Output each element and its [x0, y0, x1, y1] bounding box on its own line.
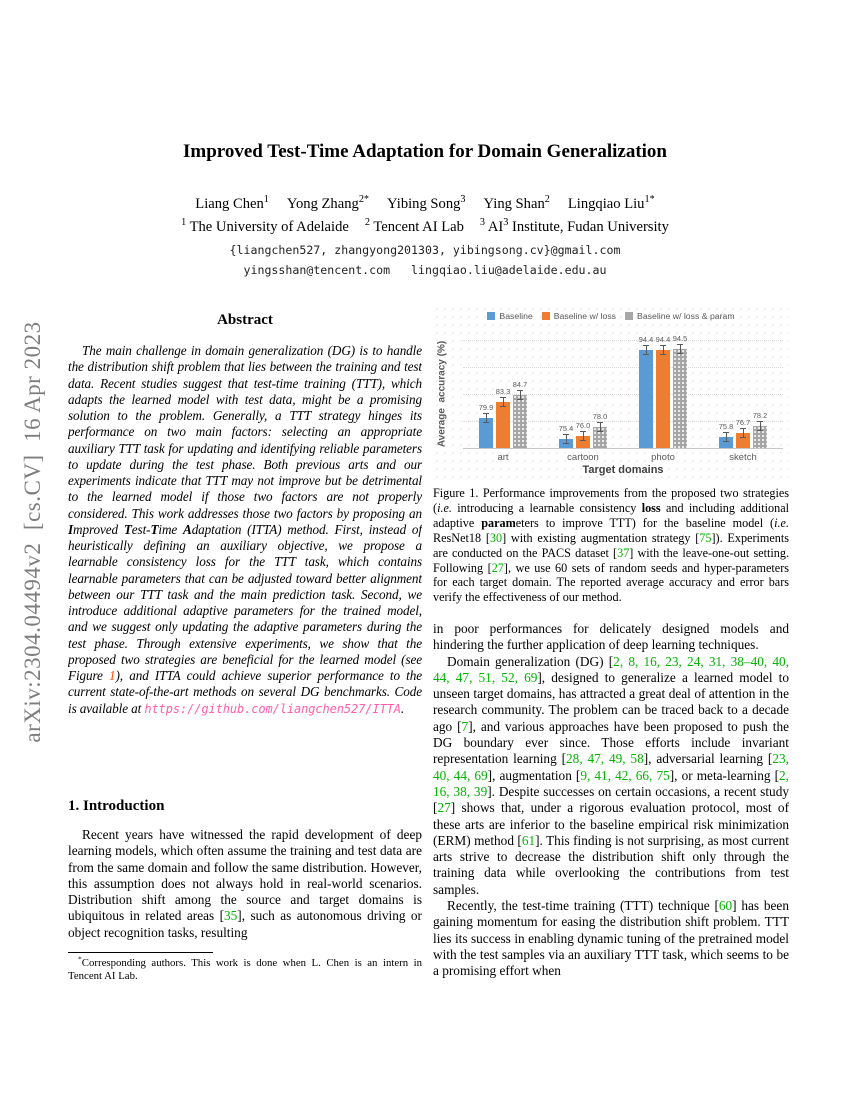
arxiv-banner: arXiv:2304.04494v2 [cs.CV] 16 Apr 2023 — [20, 321, 45, 743]
value-label: 78.0 — [592, 411, 608, 421]
citation-link[interactable]: 9, 41, 42, 66, 75 — [580, 767, 670, 783]
value-label: 83.3 — [495, 386, 511, 396]
body-paragraph: Domain generalization (DG) [2, 8, 16, 23, 24, 31, 38–40, 40, 44, 47, 51, 52, 69], designed to generalize a learned model to unseen target domains, has attracted a great deal of attention in the research community. The problem can be traced back to a decade ago [7], and various approaches have been proposed to push the DG boundary ever since. Those efforts include invariant representation learning [28, 47, 49, 58], adversarial learning [23, 40, 44, 69], augmentation [9, 41, 42, 66, 75], or meta-learning [2, 16, 38, 39]. Despite successes on certain occasions, a recent study [27] shows that, under a rigorous evaluation protocol, most of these arts are inferior to the baseline empirical risk minimization (ERM) method [61]. This finding is not surprising, as most current arts strive to decrease the distribution shift only through the training data while overlooking the contributions from test samples. — [433, 653, 789, 897]
email-line-2: yingsshan@tencent.com lingqiao.liu@adelaide.edu.au — [243, 263, 607, 277]
citation-link[interactable]: 2, 8, 16, 23, 24, 31, 38–40, 40, 44, 47, 51, 52, 69 — [433, 653, 789, 685]
abstract-heading: Abstract — [217, 312, 273, 328]
bar-art-s3 — [513, 395, 527, 448]
authors-row — [60, 196, 790, 213]
legend-swatch-icon — [542, 312, 550, 320]
section-heading-introduction: 1. Introduction — [68, 798, 165, 814]
error-bar — [499, 397, 507, 407]
citation-link[interactable]: 2, 16, 38, 39 — [433, 767, 789, 799]
x-axis-label: Target domains — [582, 464, 664, 476]
error-bar — [516, 390, 524, 400]
legend-label: Baseline w/ loss — [553, 311, 617, 321]
citation-link[interactable]: 28, 47, 49, 58 — [566, 751, 644, 767]
citation-link[interactable]: 61 — [521, 832, 536, 848]
bar-art-s2 — [496, 402, 510, 448]
value-label: 84.7 — [512, 380, 528, 390]
bar-photo-s1 — [639, 350, 653, 448]
figure-1-bar-chart — [433, 305, 789, 478]
value-label: 75.4 — [558, 424, 574, 434]
error-bar — [722, 432, 730, 442]
value-label: 94.5 — [672, 334, 688, 344]
value-label: 79.9 — [478, 402, 494, 412]
body-text — [433, 621, 789, 980]
value-label: 76.0 — [575, 421, 591, 431]
value-label: 76.7 — [735, 417, 751, 427]
error-bar — [596, 422, 604, 432]
legend-swatch-icon — [625, 312, 633, 320]
error-bar — [562, 434, 570, 444]
bar-photo-s3 — [673, 349, 687, 448]
citation-link[interactable]: 27 — [491, 560, 504, 575]
category-label-sketch: sketch — [729, 452, 757, 463]
y-axis-label: Average accuracy (%) — [436, 340, 448, 448]
body-paragraph: in poor performances for delicately designed models and hindering the further application of deep learning techniques. — [433, 621, 789, 653]
abstract-section — [68, 312, 422, 717]
legend-item — [542, 311, 616, 321]
error-bar — [659, 345, 667, 355]
author-name: Yong Zhang$^{2*}$ — [286, 194, 370, 212]
value-label: 94.4 — [638, 334, 654, 344]
left-column — [68, 312, 422, 960]
affiliation: $^2$ Tencent AI Lab — [364, 217, 464, 235]
footnote-rule — [68, 952, 213, 953]
legend-item — [625, 311, 735, 321]
footnote — [68, 952, 422, 982]
author-name: Yibing Song$^3$ — [387, 194, 466, 212]
category-label-art: art — [497, 452, 509, 463]
error-bar — [756, 421, 764, 431]
author-name: Ying Shan$^2$ — [483, 194, 550, 212]
category-label-photo: photo — [651, 452, 675, 463]
legend-label: Baseline w/ loss & param — [637, 311, 735, 321]
body-paragraph: Recently, the test-time training (TTT) technique [60] has been gaining momentum for easing the distribution shift problem. TTT lies its success in enabling dynamic tuning of the pretrained model with the test samples via an auxiliary TTT task, which seems to be a promising effort when — [433, 898, 789, 979]
author-name: Liang Chen$^1$ — [195, 194, 269, 212]
gridline — [463, 367, 783, 368]
introduction-section — [68, 798, 422, 941]
citation-link[interactable]: 75 — [699, 530, 712, 545]
legend-item — [487, 311, 532, 321]
footnote-text: *Corresponding authors. This work is done when L. Chen is an intern in Tencent AI Lab. — [68, 954, 422, 982]
citation-link[interactable]: 7 — [461, 718, 469, 734]
citation-link[interactable]: 27 — [437, 800, 451, 816]
chart-legend — [433, 311, 789, 321]
code-url-link[interactable]: https://github.com/liangchen527/ITTA — [144, 701, 401, 716]
gridline — [463, 340, 783, 341]
citation-link[interactable]: 60 — [718, 898, 733, 914]
value-label: 78.2 — [752, 410, 768, 420]
figure-caption: Figure 1. Performance improvements from the proposed two strategies (i.e. introducing a learnable consistency loss and including additional adaptive parameters to improve TTT) for the baseline model (i.e. ResNet18 [30] with existing augmentation strategy [75]). Experiments are conducted on the PACS dataset [37] with the leave-one-out setting. Following [27], we use 60 sets of random seeds and hyper-parameters for each target domain. The reported average accuracy and error bars verify the effectiveness of our method. — [433, 486, 789, 605]
bar-photo-s2 — [656, 350, 670, 448]
legend-swatch-icon — [487, 312, 495, 320]
affiliation: $^1$ The University of Adelaide — [181, 217, 349, 235]
citation-link[interactable]: 30 — [489, 530, 503, 545]
citation-link[interactable]: 37 — [617, 545, 630, 560]
page-title: Improved Test-Time Adaptation for Domain Generalization — [183, 141, 667, 162]
email-line-1: {liangchen527, zhangyong201303, yibingsong.cv}@gmail.com — [229, 243, 621, 257]
affiliations-row — [60, 219, 790, 236]
figure-ref-link[interactable]: 1 — [109, 668, 116, 683]
error-bar — [642, 345, 650, 355]
value-label: 75.8 — [718, 422, 734, 432]
value-label: 94.4 — [655, 334, 671, 344]
error-bar — [739, 428, 747, 438]
citation-link[interactable]: 23, 40, 44, 69 — [433, 751, 789, 783]
abstract-text: The main challenge in domain generalization (DG) is to handle the distribution shift problem that lies between the training and test data. Recent studies suggest that test-time training (TTT), which adapts the learned model with test data, might be a promising solution to the problem. Generally, a TTT strategy hinges its performance on two main factors: selecting an appropriate auxiliary TTT task for updating and identifying reliable parameters to update during the test phase. Both previous arts and our experiments indicate that TTT may not improve but be detrimental to the learned model if those two factors are not properly considered. This work addresses those two factors by proposing an Improved Test-Time Adaptation (ITTA) method. First, instead of heuristically defining an auxiliary objective, we propose a learnable consistency loss for the TTT task, which contains learnable parameters that can be adjusted toward better alignment between our TTT task and the main prediction task. Second, we introduce additional adaptive parameters for the trained model, and we suggest only updating the adaptive parameters during the test phase. Through extensive experiments, we show that the proposed two strategies are beneficial for the learned model (see Figure 1), and ITTA could achieve superior performance to the current state-of-the-art methods on several DG benchmarks. Code is available at https://github.com/liangchen527/ITTA. — [68, 343, 422, 716]
error-bar — [676, 344, 684, 354]
citation-link[interactable]: 35 — [224, 908, 238, 924]
category-label-cartoon: cartoon — [567, 452, 599, 463]
author-name: Lingqiao Liu$^{1*}$ — [567, 194, 655, 212]
error-bar — [579, 431, 587, 441]
introduction-paragraph: Recent years have witnessed the rapid development of deep learning models, which often assume the training and test data are from the same domain and follow the same distribution. However, this assumption does not always hold in real-world scenarios. Distribution shift among the source and target domains is ubiquitous in related areas [35], such as autonomous driving or object recognition tasks, resulting — [68, 827, 422, 940]
error-bar — [482, 413, 490, 423]
right-column — [433, 305, 789, 1005]
legend-label: Baseline — [499, 311, 533, 321]
figure-caption-block — [433, 486, 789, 605]
affiliation: $^3$ $AI^3$ Institute, Fudan University — [479, 217, 669, 235]
